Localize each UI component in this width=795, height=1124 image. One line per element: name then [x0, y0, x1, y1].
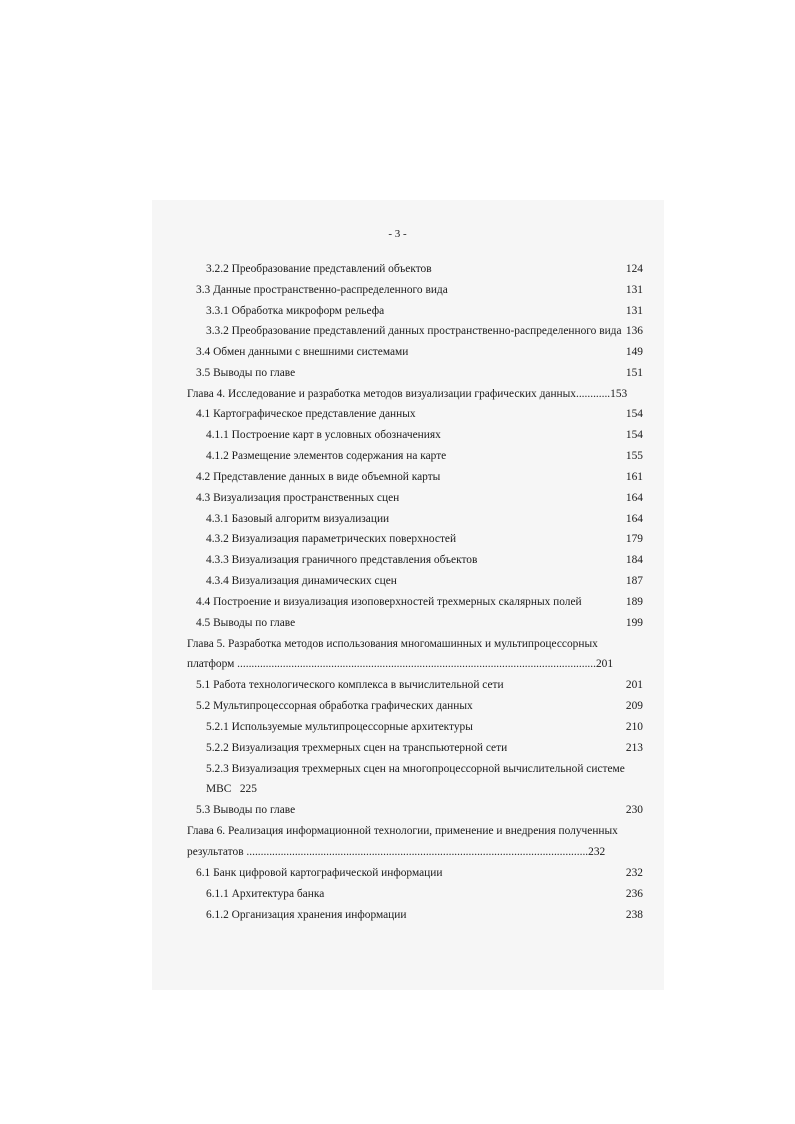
toc-entry [206, 552, 643, 568]
toc-page: 201 [625, 679, 643, 691]
toc-title: 4.1.1 Построение карт в условных обозначениях [206, 429, 441, 441]
toc-title: Глава 5. Разработка методов использования многомашинных и мультипроцессорных [187, 638, 598, 650]
toc-page: 155 [625, 450, 643, 462]
toc-entry [206, 323, 643, 339]
toc-title: 5.2.1 Используемые мультипроцессорные архитектуры [206, 721, 473, 733]
toc-page: 164 [625, 492, 643, 504]
toc-entry [196, 490, 643, 506]
toc-page: 164 [625, 513, 643, 525]
toc-chapter [187, 844, 633, 860]
toc-page: 209 [625, 700, 643, 712]
toc-chapter [187, 656, 633, 672]
toc-page: 131 [625, 305, 643, 317]
toc-entry [206, 761, 643, 777]
toc-title: платформ ..............................................................................................................................201 [187, 658, 614, 670]
toc-entry [206, 303, 643, 319]
toc-entry [206, 261, 643, 277]
toc-page: 131 [625, 284, 643, 296]
toc-entry [206, 781, 643, 797]
toc-title: 4.3.1 Базовый алгоритм визуализации [206, 513, 390, 525]
toc-page: 232 [625, 867, 643, 879]
toc-page: 179 [625, 533, 643, 545]
toc-page: 210 [625, 721, 643, 733]
toc-chapter [187, 636, 633, 652]
toc-entry [196, 344, 643, 360]
toc-title: 4.3.3 Визуализация граничного представления объектов [206, 554, 478, 566]
toc-entry [206, 427, 643, 443]
toc-entry [196, 406, 643, 422]
toc-title: 6.1.1 Архитектура банка [206, 888, 325, 900]
toc-title: Глава 4. Исследование и разработка методов визуализации графических данных............153 [187, 388, 628, 400]
toc-title: 3.3 Данные пространственно-распределенного вида [196, 284, 448, 296]
toc-page: 189 [625, 596, 643, 608]
toc-title: 5.2.3 Визуализация трехмерных сцен на многопроцессорной вычислительной системе [206, 763, 625, 775]
toc-chapter [187, 823, 633, 839]
toc-page: 199 [625, 617, 643, 629]
toc-title: результатов ........................................................................................................................232 [187, 846, 606, 858]
toc-entry [196, 365, 643, 381]
page-number: - 3 - [388, 228, 407, 240]
toc-entry [196, 698, 643, 714]
toc-title: МВС 225 [206, 783, 257, 795]
toc-page: 154 [625, 429, 643, 441]
toc-title: 4.3.2 Визуализация параметрических поверхностей [206, 533, 457, 545]
toc-title: 4.2 Представление данных в виде объемной карты [196, 471, 441, 483]
toc-page: 184 [625, 554, 643, 566]
toc-title: 4.1 Картографическое представление данных [196, 408, 416, 420]
toc-entry [196, 677, 643, 693]
toc-entry [206, 886, 643, 902]
toc-entry [196, 469, 643, 485]
toc-page: 161 [625, 471, 643, 483]
toc-title: 4.3 Визуализация пространственных сцен [196, 492, 400, 504]
toc-chapter [187, 386, 633, 402]
toc-title: 5.1 Работа технологического комплекса в вычислительной сети [196, 679, 504, 691]
toc-title: 3.5 Выводы по главе [196, 367, 296, 379]
toc-entry [196, 282, 643, 298]
toc-entry [196, 594, 643, 610]
toc-title: 5.2.2 Визуализация трехмерных сцен на транспьютерной сети [206, 742, 508, 754]
toc-title: 3.4 Обмен данными с внешними системами [196, 346, 409, 358]
toc-title: 3.2.2 Преобразование представлений объектов [206, 263, 432, 275]
toc-title: 4.1.2 Размещение элементов содержания на карте [206, 450, 447, 462]
toc-page: 213 [625, 742, 643, 754]
toc-entry [206, 531, 643, 547]
toc-entry [206, 719, 643, 735]
toc-entry [206, 740, 643, 756]
toc-page: 154 [625, 408, 643, 420]
toc-title: Глава 6. Реализация информационной технологии, применение и внедрения полученных [187, 825, 618, 837]
toc-title: 3.3.1 Обработка микроформ рельефа [206, 305, 385, 317]
toc-entry [196, 615, 643, 631]
toc-page: 124 [625, 263, 643, 275]
toc-entry [206, 907, 643, 923]
toc-page: 149 [625, 346, 643, 358]
toc-entry [206, 511, 643, 527]
toc-page: 230 [625, 804, 643, 816]
toc-title: 6.1.2 Организация хранения информации [206, 909, 407, 921]
toc-entry [196, 802, 643, 818]
toc-entry [206, 573, 643, 589]
toc-entry [206, 448, 643, 464]
toc-title: 4.3.4 Визуализация динамических сцен [206, 575, 397, 587]
toc-title: 5.3 Выводы по главе [196, 804, 296, 816]
toc-page: 151 [625, 367, 643, 379]
toc-title: 6.1 Банк цифровой картографической информации [196, 867, 443, 879]
toc-title: 5.2 Мультипроцессорная обработка графических данных [196, 700, 473, 712]
toc-title: 3.3.2 Преобразование представлений данных пространственно-распределенного вида [206, 325, 622, 337]
toc-page: 238 [625, 909, 643, 921]
toc-title: 4.5 Выводы по главе [196, 617, 296, 629]
toc-title: 4.4 Построение и визуализация изоповерхностей трехмерных скалярных полей [196, 596, 582, 608]
toc-page: 136 [625, 325, 643, 337]
toc-page: 236 [625, 888, 643, 900]
toc-entry [196, 865, 643, 881]
toc-page: 187 [625, 575, 643, 587]
